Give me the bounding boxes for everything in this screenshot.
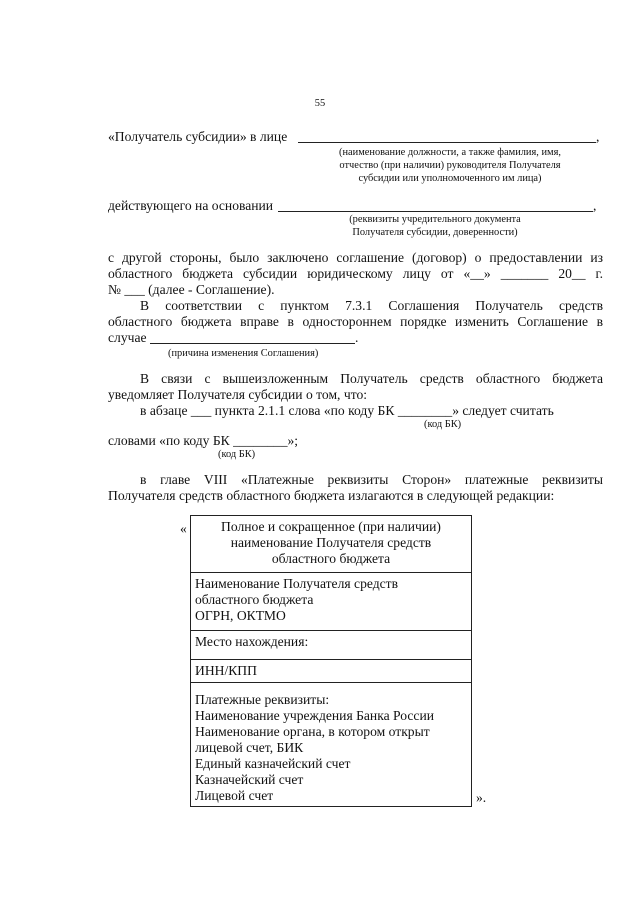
para2-reason-line: [150, 343, 355, 344]
para3-line2: уведомляет Получателя субсидии о том, что:: [108, 387, 368, 402]
payment-line-4: лицевой счет, БИК: [195, 740, 304, 755]
para1-line2: областного бюджета субсидии юридическому лицу от «__» _______ 20__ г.: [108, 266, 603, 281]
para3-line3: в абзаце ___ пункта 2.1.1 слова «по коду БК ________» следует считать: [140, 403, 554, 418]
para2-line2: областного бюджета вправе в одностороннем порядке изменить Соглашение в: [108, 314, 603, 329]
basis-line: [278, 211, 593, 212]
recipient-line: [298, 142, 596, 143]
payment-line-1: Платежные реквизиты:: [195, 692, 330, 707]
para4-line1: в главе VIII «Платежные реквизиты Сторон» платежные реквизиты: [140, 472, 603, 487]
recipient-note-1: (наименование должности, а также фамилия, имя,: [339, 147, 561, 158]
para2-note: (причина изменения Соглашения): [168, 348, 319, 359]
para2-line3-end: .: [355, 330, 359, 345]
para3-kbk-note-1: (код БК): [424, 419, 462, 430]
table-row-name: [191, 573, 472, 631]
para3-kbk-note-2: (код БК): [218, 449, 256, 460]
payment-line-6: Казначейский счет: [195, 772, 304, 787]
basis-end: ,: [593, 198, 597, 213]
payment-line-3: Наименование органа, в котором открыт: [195, 724, 430, 739]
para4-line2: Получателя средств областного бюджета излагаются в следующей редакции:: [108, 488, 555, 503]
header-line-1: Полное и сокращенное (при наличии): [221, 519, 441, 534]
para2-line3-label: случае: [108, 330, 147, 345]
payment-line-7: Лицевой счет: [195, 788, 274, 803]
table-close-quote: ».: [476, 790, 487, 805]
header-line-2: наименование Получателя средств: [230, 535, 432, 550]
name-line-3: ОГРН, ОКТМО: [195, 608, 286, 623]
payment-line-2: Наименование учреждения Банка России: [195, 708, 435, 723]
recipient-end: ,: [596, 129, 600, 144]
para2-line1: В соответствии с пунктом 7.3.1 Соглашения Получатель средств: [140, 298, 603, 313]
name-line-1: Наименование Получателя средств: [195, 576, 399, 591]
table-row-location: [191, 631, 472, 660]
payment-requisites-table: [190, 515, 472, 807]
basis-note-2: Получателя субсидии, доверенности): [352, 227, 518, 238]
basis-note-1: (реквизиты учредительного документа: [349, 214, 521, 225]
inn-kpp-label: ИНН/КПП: [195, 663, 257, 678]
page-number: 55: [314, 98, 326, 109]
table-open-quote: «: [180, 521, 187, 536]
location-label: Место нахождения:: [195, 634, 309, 649]
recipient-label: «Получатель субсидии» в лице: [108, 129, 288, 144]
basis-label: действующего на основании: [108, 198, 274, 213]
table-row-payment: [191, 683, 472, 807]
para1-line3: № ___ (далее - Соглашение).: [108, 282, 275, 297]
header-line-3: областного бюджета: [271, 551, 391, 566]
recipient-note-2: отчество (при наличии) руководителя Получателя: [339, 160, 561, 171]
payment-line-5: Единый казначейский счет: [195, 756, 351, 771]
para1-line1: с другой стороны, было заключено соглашение (договор) о предоставлении из: [108, 250, 603, 265]
para3-line4: словами «по коду БК ________»;: [108, 433, 299, 448]
table-row-inn: [191, 660, 472, 683]
name-line-2: областного бюджета: [195, 592, 314, 607]
recipient-note-3: субсидии или уполномоченного им лица): [358, 173, 542, 184]
table-row-header: [191, 516, 472, 573]
para3-line1: В связи с вышеизложенным Получатель средств областного бюджета: [140, 371, 603, 386]
